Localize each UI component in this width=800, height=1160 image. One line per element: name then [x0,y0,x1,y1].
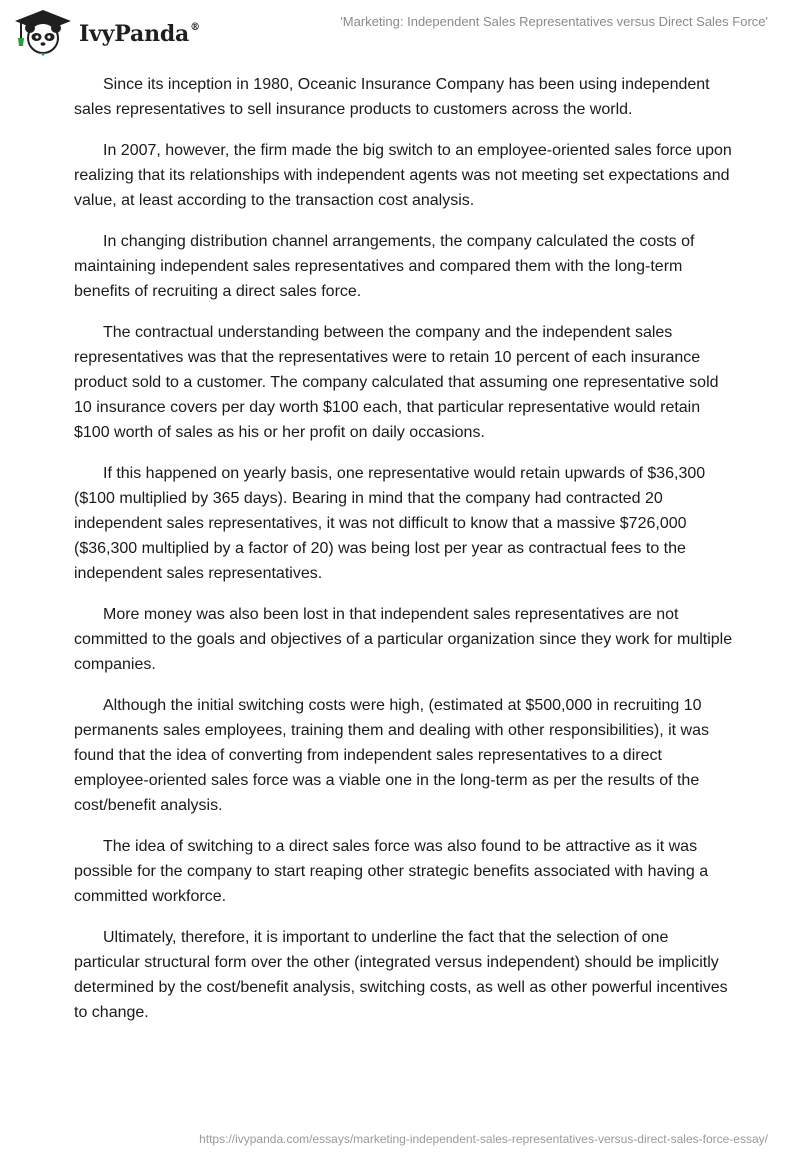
paragraph: In 2007, however, the firm made the big switch to an employee-oriented sales force upon realizing that its relationships with independent agents was not meeting set expectations and value, at least according to the transaction cost analysis. [74,142,732,209]
source-url[interactable]: https://ivypanda.com/essays/marketing-independent-sales-representatives-versus-direct-sales-force-essay/ [199,1132,768,1146]
paragraph: Although the initial switching costs were high, (estimated at $500,000 in recruiting 10 permanents sales employees, training them and dealing with other responsibilities), it was found that the idea of converting from independent sales representatives to a direct employee-oriented sales force was a viable one in the long-term as per the results of the cost/benefit analysis. [74,697,709,814]
page-header [0,0,800,64]
paragraph: The idea of switching to a direct sales force was also found to be attractive as it was possible for the company to start reaping other strategic benefits associated with having a committed workforce. [74,838,709,905]
paragraph: If this happened on yearly basis, one representative would retain upwards of $36,300 ($100 multiplied by 365 days). Bearing in mind that the company had contracted 20 independent sales representatives, it was not difficult to know that a massive $726,000 ($36,300 multiplied by a factor of 20) was being lost per year as contractual fees to the independent sales representatives. [74,465,706,582]
logo[interactable] [13,8,200,56]
paragraph: The contractual understanding between the company and the independent sales representatives was that the representatives were to retain 10 percent of each insurance product sold to a customer. The company calculated that assuming one representative sold 10 insurance covers per day worth $100 each, that particular representative would retain $100 worth of sales as his or her profit on daily occasions. [74,324,719,441]
document-title: 'Marketing: Independent Sales Representatives versus Direct Sales Force' [340,14,768,29]
paragraph: Since its inception in 1980, Oceanic Insurance Company has been using independent sales representatives to sell insurance products to customers across the world. [74,76,710,118]
panda-graduate-icon [13,8,73,56]
essay-body [74,72,734,1041]
paragraph: More money was also been lost in that independent sales representatives are not committed to the goals and objectives of a particular organization since they work for multiple companies. [74,606,733,673]
brand-name: IvyPanda® [79,21,200,47]
paragraph: In changing distribution channel arrangements, the company calculated the costs of maintaining independent sales representatives and compared them with the long-term benefits of recruiting a direct sales force. [74,233,695,300]
paragraph: Ultimately, therefore, it is important to underline the fact that the selection of one particular structural form over the other (integrated versus independent) should be implicitly determined by the cost/benefit analysis, switching costs, as well as other powerful incentives to change. [74,929,728,1021]
